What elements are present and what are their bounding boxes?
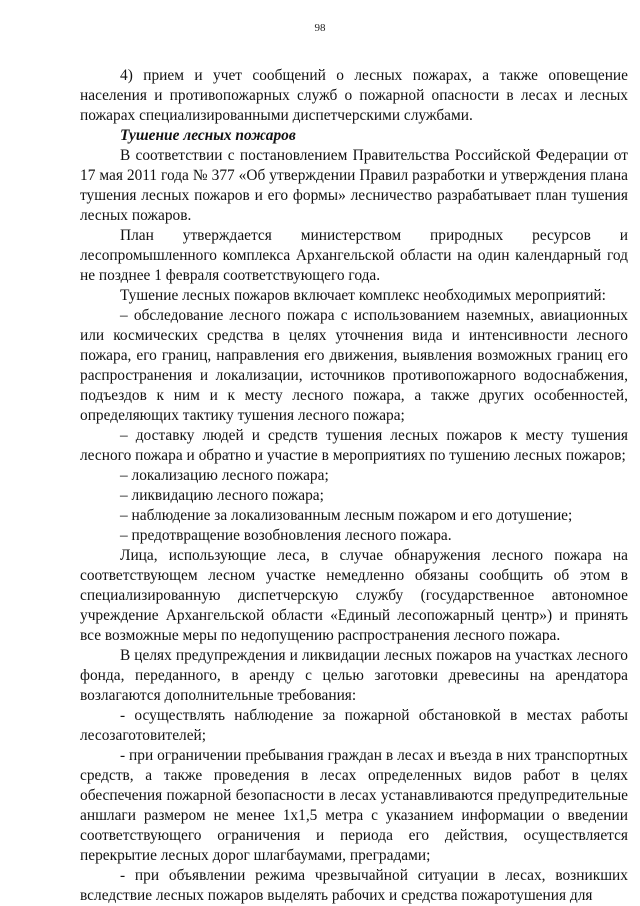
list-item: – наблюдение за локализованным лесным пожаром и его дотушение;: [120, 507, 573, 524]
paragraph-tenant-requirements: В целях предупреждения и ликвидации лесных пожаров на участках лесного фонда, переданного, в аренду с целью заготовки древесины на арендатора возлагаются дополнительные требования:: [80, 647, 628, 704]
list-item: - при ограничении пребывания граждан в лесах и въезда в них транспортных средств, а также проведения в лесах определенных видов работ в целях обеспечения пожарной безопасности в лесах устанавливаются предупредительные аншлаги размером не менее 1х1,5 метра с указанием информации о введении соответствующего ограничения и периода его действия, осуществляется перекрытие лесных дорог шлагбаумами, преградами;: [80, 747, 628, 864]
document-body: [80, 66, 628, 906]
list-item: – обследование лесного пожара с использованием наземных, авиационных или космических средства в целях уточнения вида и интенсивности лесного пожара, его границ, направления его движения, выявления возможных границ его распространения и локализации, источников противопожарного водоснабжения, подъездов к ним и к месту лесного пожара, а также других особенностей, определяющих тактику тушения лесного пожара;: [80, 307, 628, 424]
list-item: – доставку людей и средств тушения лесных пожаров к месту тушения лесного пожара и обратно и участие в мероприятиях по тушению лесных пожаров;: [80, 427, 628, 464]
paragraph-forest-users: Лица, использующие леса, в случае обнаружения лесного пожара на соответствующем лесном участке немедленно обязаны сообщить об этом в специализированную диспетчерскую службу (государственное автономное учреждение Архангельской области «Единый лесопожарный центр») и принять все возможные меры по недопущению распространения лесного пожара.: [80, 547, 628, 644]
paragraph-resolution: В соответствии с постановлением Правительства Российской Федерации от 17 мая 2011 года № 377 «Об утверждении Правил разработки и утверждения плана тушения лесных пожаров и его формы» лесничество разрабатывает план тушения лесных пожаров.: [80, 147, 628, 224]
paragraph-reports: 4) прием и учет сообщений о лесных пожарах, а также оповещение населения и противопожарных служб о пожарной опасности в лесах и лесных пожарах специализированными диспетчерскими службами.: [80, 67, 628, 124]
paragraph-measures-intro: Тушение лесных пожаров включает комплекс необходимых мероприятий:: [120, 287, 606, 304]
paragraph-plan-approval: План утверждается министерством природных ресурсов и лесопромышленного комплекса Архангельской области на один календарный год не позднее 1 февраля соответствующего года.: [80, 227, 628, 284]
list-item: - осуществлять наблюдение за пожарной обстановкой в местах работы лесозаготовителей;: [80, 707, 628, 744]
list-item: – ликвидацию лесного пожара;: [120, 487, 324, 504]
section-heading: Тушение лесных пожаров: [120, 127, 296, 144]
list-item: - при объявлении режима чрезвычайной ситуации в лесах, возникших вследствие лесных пожаров выделять рабочих и средства пожаротушения для: [80, 867, 628, 904]
page-number: 98: [314, 22, 326, 34]
list-item: – предотвращение возобновления лесного пожара.: [120, 527, 452, 544]
list-item: – локализацию лесного пожара;: [120, 467, 329, 484]
